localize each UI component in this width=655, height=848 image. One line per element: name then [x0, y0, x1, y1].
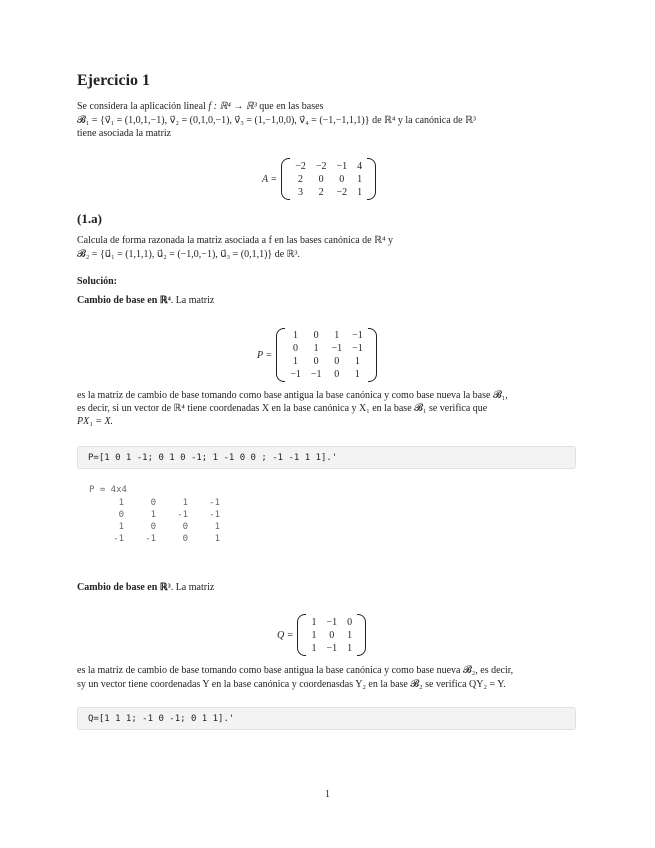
- output-cell: 1: [150, 510, 156, 520]
- matrix-a-left-paren: [281, 158, 290, 200]
- matrix-p-cell: 1: [293, 330, 298, 341]
- matrix-q-cell: 1: [311, 642, 317, 654]
- matrix-a-cell: 0: [318, 173, 324, 185]
- matrix-a-cell: −2: [295, 160, 306, 172]
- matrix-p-cell: 0: [313, 330, 319, 341]
- matrix-q-cell: 1: [347, 629, 353, 641]
- output-cell: 1: [118, 522, 124, 532]
- output-cell: 1: [214, 534, 220, 544]
- output-cell: 0: [182, 534, 188, 544]
- code-block-q: Q=[1 1 1; -1 0 -1; 0 1 1].': [77, 707, 576, 730]
- output-p-table: [92, 497, 220, 545]
- matrix-p-label: P =: [257, 349, 273, 361]
- matrix-p-cell: 0: [293, 343, 298, 354]
- matrix-q-cell: 1: [347, 642, 353, 654]
- matrix-p-cell: 0: [313, 356, 319, 367]
- change-basis-r4-rest: . La matriz: [170, 295, 215, 306]
- matrix-q-label: Q =: [277, 629, 294, 641]
- change-basis-r3-title: Cambio de base en ℝ³: [77, 582, 171, 593]
- change-basis-r4: [77, 294, 214, 308]
- matrix-a-cell: 2: [318, 186, 324, 198]
- matrix-a-cell: 1: [357, 186, 363, 198]
- matrix-a-right-paren: [367, 158, 376, 200]
- intro-line-1: [77, 100, 323, 114]
- output-cell: -1: [177, 510, 188, 520]
- matrix-a-cell: −2: [336, 186, 348, 198]
- intro-line-2-math: 𝓑₁ = {v⃗₁ = (1,0,1,−1), v⃗₂ = (0,1,0,−1), v⃗₃ = (1,−1,0,0), v⃗₄ = (−1,−1,1,1)}: [77, 115, 370, 126]
- matrix-p-right-paren: [368, 328, 377, 382]
- output-cell: -1: [113, 534, 124, 544]
- matrix-p-cell: −1: [290, 369, 301, 380]
- section-heading: (1.a): [77, 211, 102, 226]
- matrix-p-cell: −1: [352, 343, 363, 354]
- matrix-p-cell: −1: [331, 343, 343, 354]
- matrix-q-left-paren: [297, 614, 306, 656]
- matrix-p-cell: 1: [293, 356, 298, 367]
- matrix-p-cell: 0: [334, 356, 340, 367]
- matrix-p-cell: −1: [310, 369, 322, 380]
- matrix-a: [262, 158, 376, 200]
- change-basis-r3: [77, 581, 214, 595]
- explain1-line-3: PX₁ = X.: [77, 416, 114, 427]
- matrix-a-cell: 2: [298, 173, 303, 185]
- intro-line-3: tiene asociada la matriz: [77, 128, 172, 139]
- matrix-a-cell: 0: [339, 173, 345, 185]
- intro-line-1-post: que en las bases: [256, 101, 324, 112]
- output-cell: 1: [214, 522, 220, 532]
- intro-line-2: [77, 114, 476, 128]
- explain2-line-2: sy un vector tiene coordenadas Y en la base canónica y coordenasdas Y₂ en la base 𝓑₂ se verifica QY₂ = Y.: [77, 679, 506, 690]
- matrix-a-label: A =: [262, 173, 278, 185]
- intro-line-2-post: de ℝ⁴ y la canónica de ℝ³: [369, 115, 477, 126]
- code-block-p: P=[1 0 1 -1; 0 1 0 -1; 1 -1 0 0 ; -1 -1 1 1].': [77, 446, 576, 469]
- intro-line-1-math: f : ℝ⁴ → ℝ³: [208, 101, 257, 112]
- output-cell: 1: [118, 498, 124, 508]
- matrix-p-cell: 1: [354, 369, 360, 380]
- matrix-a-cell: 3: [298, 186, 303, 198]
- matrix-q-cell: 1: [311, 629, 317, 641]
- output-cell: 0: [150, 522, 156, 532]
- matrix-p: [257, 328, 377, 382]
- task-line-2: 𝓑₂ = {u⃗₁ = (1,1,1), u⃗₂ = (−1,0,−1), u⃗₃ = (0,1,1)} de ℝ³.: [77, 249, 301, 260]
- matrix-a-cell: 1: [357, 173, 363, 185]
- output-cell: -1: [209, 498, 220, 508]
- matrix-a-cell: −2: [315, 160, 327, 172]
- change-basis-r3-rest: . La matriz: [170, 582, 215, 593]
- explain1-line-1: es la matriz de cambio de base tomando como base antigua la base canónica y como base nueva la base 𝓑₁,: [77, 390, 508, 401]
- matrix-p-cell: 0: [334, 369, 340, 380]
- page-title: Ejercicio 1: [77, 72, 151, 89]
- intro-line-1-pre: Se considera la aplicación lineal: [77, 101, 209, 112]
- matrix-a-cell: −1: [336, 160, 348, 172]
- matrix-p-left-paren: [276, 328, 285, 382]
- explain1-line-2: es decir, si un vector de ℝ⁴ tiene coordenadas X en la base canónica y X₁ en la base 𝓑₁ se verifica que: [77, 403, 488, 414]
- task-line-1: Calcula de forma razonada la matriz asociada a f en las bases canónica de ℝ⁴ y: [77, 235, 393, 246]
- matrix-a-table: [290, 160, 367, 199]
- output-cell: -1: [145, 534, 156, 544]
- output-p-header: P = 4x4: [89, 485, 127, 495]
- page-number: 1: [325, 789, 330, 800]
- explain2-line-1: es la matriz de cambio de base tomando como base antigua la base canónica y como base nueva 𝓑₂, es decir,: [77, 665, 514, 676]
- output-cell: 1: [182, 498, 188, 508]
- solution-label: Solución:: [77, 276, 118, 287]
- matrix-q-cell: 0: [329, 629, 335, 641]
- matrix-p-cell: 1: [334, 330, 340, 341]
- matrix-q: [277, 614, 366, 656]
- matrix-q-cell: 0: [347, 616, 353, 628]
- output-cell: 0: [150, 498, 156, 508]
- matrix-p-cell: 1: [354, 356, 360, 367]
- matrix-a-cell: 4: [357, 160, 363, 172]
- output-cell: -1: [209, 510, 220, 520]
- matrix-p-cell: 1: [313, 343, 319, 354]
- output-cell: 0: [118, 510, 124, 520]
- matrix-q-cell: 1: [311, 616, 317, 628]
- matrix-q-right-paren: [357, 614, 366, 656]
- matrix-p-table: [285, 329, 368, 381]
- matrix-q-table: [306, 616, 357, 655]
- matrix-q-cell: −1: [326, 642, 338, 654]
- matrix-q-cell: −1: [326, 616, 338, 628]
- matrix-p-cell: −1: [352, 330, 363, 341]
- change-basis-r4-title: Cambio de base en ℝ⁴: [77, 295, 171, 306]
- output-cell: 0: [182, 522, 188, 532]
